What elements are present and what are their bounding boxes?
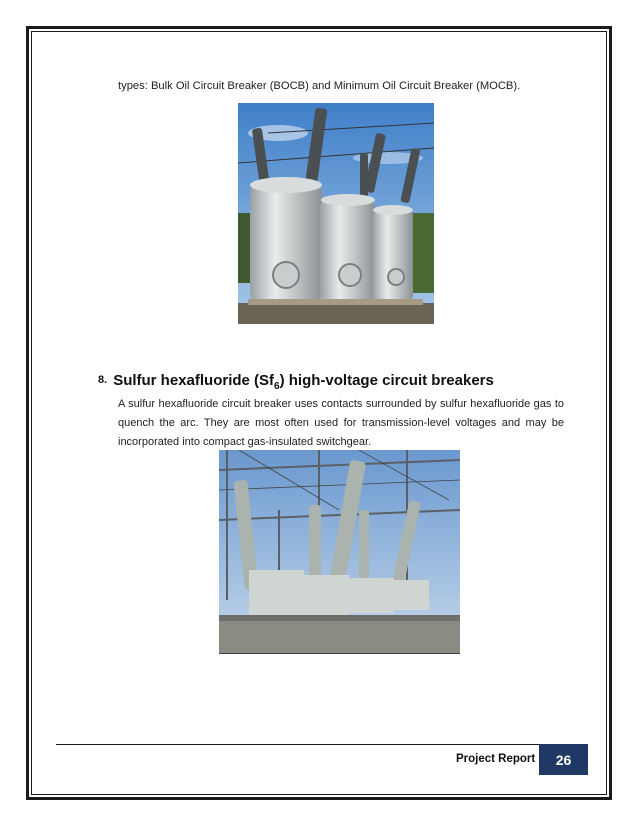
- section-paragraph: A sulfur hexafluoride circuit breaker uses contacts surrounded by sulfur hexafluoride gas to quench the arc. They are most often used for transmission-level voltages and may be incorporated into compact gas-insulated switchgear.: [118, 398, 564, 448]
- sf6-circuit-breaker-photo: [219, 450, 460, 653]
- oil-circuit-breaker-photo: [238, 103, 434, 324]
- section-number: 8.: [98, 374, 108, 386]
- photo-underline: [219, 653, 460, 654]
- section-heading: [98, 372, 494, 392]
- footer-rule: [56, 744, 588, 745]
- section-title-after: ) high-voltage circuit breakers: [279, 372, 494, 389]
- page-number: 26: [555, 751, 572, 768]
- section-title-before: Sulfur hexafluoride (Sf: [113, 372, 275, 389]
- footer-label: Project Report: [456, 753, 536, 765]
- page-number-box: [539, 744, 588, 775]
- section-title-subscript: 6: [274, 381, 280, 392]
- intro-text: types: Bulk Oil Circuit Breaker (BOCB) and Minimum Oil Circuit Breaker (MOCB).: [118, 80, 521, 92]
